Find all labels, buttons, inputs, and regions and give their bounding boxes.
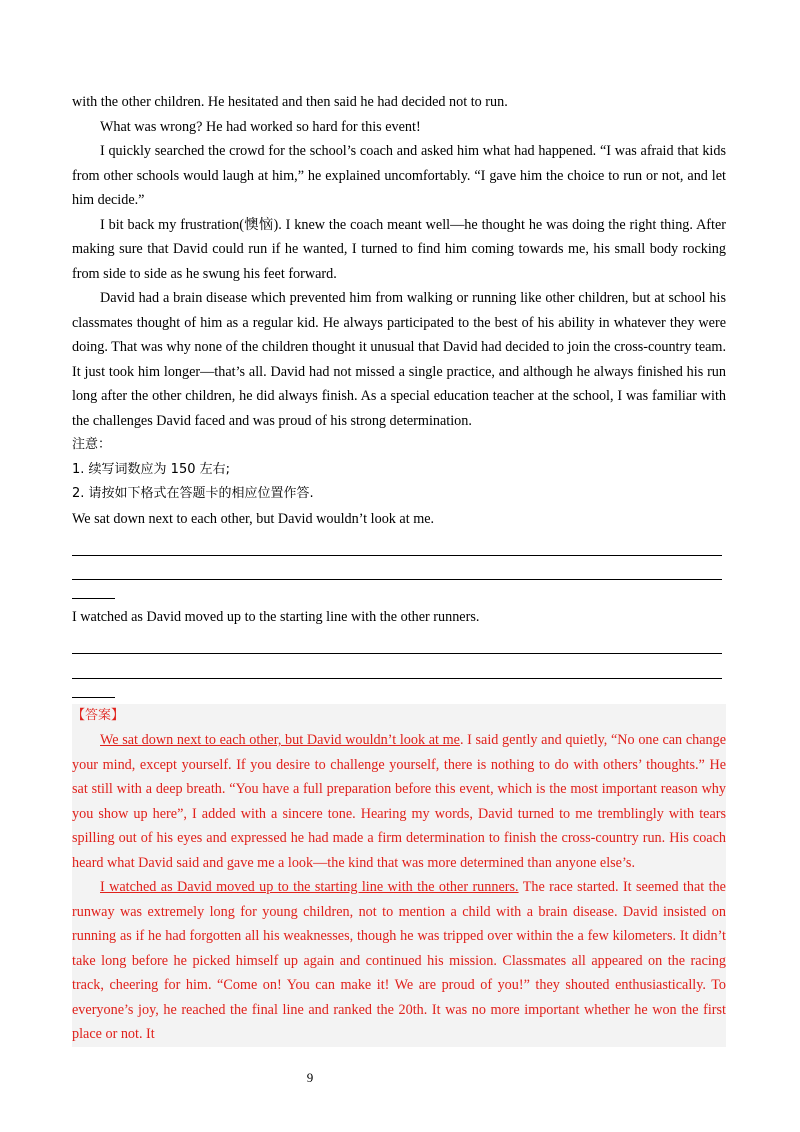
answer-paragraph-1-body: . I said gently and quietly, “No one can change your mind, except yourself. If you desire to challenge yourself, there is nothing to do with others’ thoughts.” He sat still with a deep breath. “You have a full preparation before this event, which is the most important reason why you show up here”, I added with a sincere tone. Hearing my words, David turned to me tremblingly with tears spilling out of his eyes and expressed he had made a firm determination to finish the cross-country run. His coach heard what David said and gave me a look—the kind that was more determined than anyone else’s. <box>72 732 726 871</box>
answer-paragraph-1 <box>72 728 726 875</box>
answer-line <box>72 630 722 655</box>
story-paragraph-2: What was wrong? He had worked so hard for this event! <box>100 118 421 135</box>
story-paragraph-5: David had a brain disease which prevented him from walking or running like other children, but at school his classmates thought of him as a regular kid. He always participated to the best of his ability in whatever they were doing. That was why none of the children thought it unusual that David had decided to join the cross-country team. It just took him longer—that’s all. David had not missed a single practice, and although he always finished his run long after the other children, he did always finish. As a special education teacher at the school, I was familiar with the challenges David faced and was proud of his strong determination. <box>72 290 726 429</box>
answer-line-short <box>72 679 115 698</box>
story-paragraph-4: I bit back my frustration(懊恼). I knew the coach meant well—he thought he was doing the right thing. After making sure that David could run if he wanted, I turned to find him coming towards me, his small body rocking from side to side as he swung his feet forward. <box>72 216 726 282</box>
page-number: 9 <box>306 1070 314 1085</box>
answer-line <box>72 654 722 679</box>
prompt-first: We sat down next to each other, but David wouldn’t look at me. <box>72 510 435 527</box>
notes-item-2: 2. 请按如下格式在答题卡的相应位置作答. <box>72 486 314 501</box>
answer-line-short <box>72 580 115 599</box>
answer-section <box>72 704 726 1047</box>
answer-paragraph-2-body: The race started. It seemed that the runway was extremely long for young children, not to mention a child with a brain disease. David insisted on running as if he had forgotten all his weaknesses, though he was tripped over within the a few kilometers. It didn’t take long before he picked himself up again and continued his mission. Classmates all appeared on the racing track, cheering for him. “Come on! You can make it! We are proud of you!” they shouted enthusiastically. To everyone’s joy, he reached the final line and ranked the 20th. It was no more important whether he won the first place or not. It <box>72 879 726 1042</box>
answer-paragraph-1-lead: We sat down next to each other, but David wouldn’t look at me <box>100 732 460 748</box>
answer-label: 【答案】 <box>72 707 125 723</box>
story-paragraph-1: with the other children. He hesitated and then said he had decided not to run. <box>72 94 508 110</box>
story-paragraph-3: I quickly searched the crowd for the school’s coach and asked him what had happened. “I was afraid that kids from other schools would laugh at him,” he explained uncomfortably. “I gave him the choice to run or not, and let him decide.” <box>72 143 726 208</box>
notes-item-1: 1. 续写词数应为 150 左右; <box>72 461 230 477</box>
answer-line <box>72 531 722 556</box>
prompt-second: I watched as David moved up to the starting line with the other runners. <box>72 609 480 625</box>
answer-paragraph-2-lead: I watched as David moved up to the starting line with the other runners. <box>100 879 519 895</box>
answer-line <box>72 556 722 581</box>
answer-paragraph-2 <box>72 875 726 1047</box>
page-content <box>72 90 726 1047</box>
notes-heading: 注意： <box>72 437 112 452</box>
